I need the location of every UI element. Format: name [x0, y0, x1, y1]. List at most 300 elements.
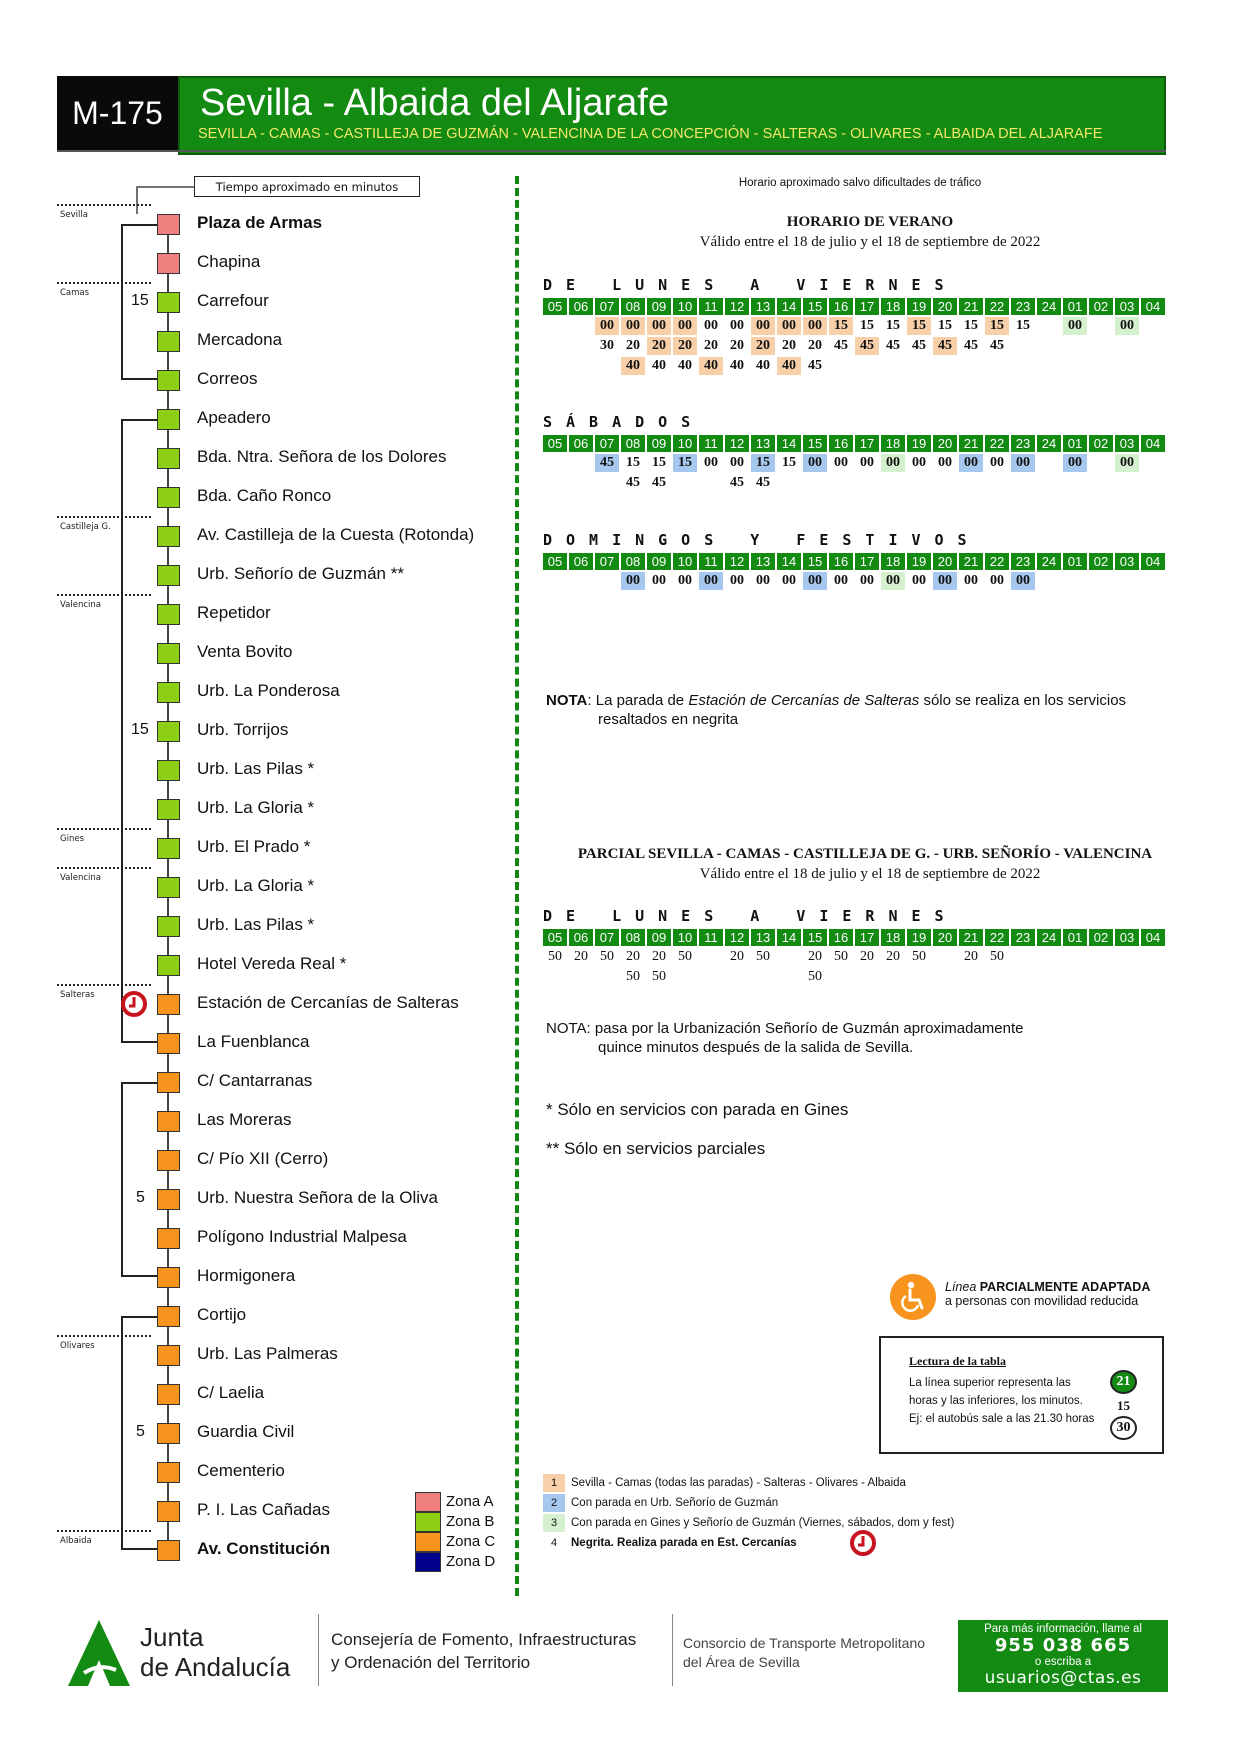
minute-cell: [1063, 474, 1087, 492]
stop-name: Cortijo: [197, 1305, 247, 1324]
hour-cell: 08: [621, 553, 645, 570]
minute-cell: [985, 357, 1009, 375]
hour-cell: 24: [1037, 435, 1061, 452]
minute-cell: [1115, 357, 1139, 375]
stop-name: Polígono Industrial Malpesa: [197, 1227, 407, 1246]
hour-cell: 24: [1037, 929, 1061, 946]
town-separator: [57, 282, 151, 284]
minute-cell: 15: [860, 318, 874, 333]
stop-name: Apeadero: [197, 408, 271, 427]
hour-cell: 06: [569, 553, 593, 570]
minute-cell: 50: [652, 969, 666, 984]
minute-cell: [569, 357, 593, 375]
town-label: Olivares: [60, 1341, 95, 1351]
minute-cell: 00: [1063, 317, 1087, 335]
minute-cell: 45: [964, 338, 978, 353]
minute-cell: [829, 968, 853, 986]
hour-row: [543, 298, 1165, 315]
minute-cell: 15: [964, 318, 978, 333]
line-code: M-175: [57, 76, 178, 150]
hour-cell: 14: [777, 435, 801, 452]
stop-name: Urb. Nuestra Señora de la Oliva: [197, 1188, 438, 1207]
hour-cell: 21: [959, 435, 983, 452]
stop-name: Bda. Ntra. Señora de los Dolores: [197, 447, 447, 466]
minute-cell: [569, 968, 593, 986]
hour-cell: 22: [985, 435, 1009, 452]
hour-row: [543, 929, 1165, 946]
hour-cell: 14: [777, 553, 801, 570]
minute-cell: [569, 454, 593, 472]
minute-cell: 15: [829, 317, 853, 335]
minute-cell: 20: [808, 949, 822, 964]
minute-cell: [1063, 337, 1087, 355]
minute-cell: [543, 572, 567, 590]
hour-cell: 02: [1089, 929, 1113, 946]
minute-cell: [1063, 357, 1087, 375]
town-separator: [57, 867, 151, 869]
minute-cell: [1037, 357, 1061, 375]
note-line2: resaltados en negrita: [598, 711, 739, 728]
stop-marker: [157, 1462, 180, 1483]
stop-name: La Fuenblanca: [197, 1032, 310, 1051]
hour-cell: 19: [907, 929, 931, 946]
conse-line2: y Ordenación del Territorio: [331, 1653, 531, 1672]
minute-cell: [543, 454, 567, 472]
hour-cell: 20: [933, 298, 957, 315]
hour-cell: 07: [595, 929, 619, 946]
zone-swatch: [415, 1552, 441, 1572]
hour-cell: 03: [1115, 298, 1139, 315]
minute-cell: 40: [699, 357, 723, 375]
town-separator: [57, 828, 151, 830]
minute-cell: 20: [673, 337, 697, 355]
weekday-timetable: [543, 276, 1165, 375]
consejeria: [331, 1628, 636, 1674]
minute-cell: 20: [730, 338, 744, 353]
minute-cell: 50: [756, 949, 770, 964]
minute-cell: 45: [808, 358, 822, 373]
minute-cell: [1063, 572, 1087, 590]
minute-cell: [1037, 337, 1061, 355]
minute-cell: 40: [652, 358, 666, 373]
hour-cell: 19: [907, 298, 931, 315]
stop-marker: [157, 1267, 180, 1288]
hour-cell: 08: [621, 435, 645, 452]
hour-cell: 20: [933, 435, 957, 452]
hour-cell: 02: [1089, 553, 1113, 570]
minute-cell: 00: [756, 573, 770, 588]
hour-cell: 21: [959, 929, 983, 946]
minute-cell: [1011, 337, 1035, 355]
minute-cell: [1141, 572, 1165, 590]
stop-marker: [157, 1189, 180, 1210]
minute-cell: 00: [1115, 454, 1139, 472]
header-rule: [57, 150, 1166, 152]
minute-cell: [1089, 357, 1113, 375]
minute-cell: [777, 968, 801, 986]
town-label: Valencina: [60, 600, 101, 610]
hour-cell: 21: [959, 553, 983, 570]
stop-marker: [157, 565, 180, 586]
minute-cell: 00: [1115, 317, 1139, 335]
town-separator: [57, 984, 151, 986]
legend-row: [543, 1533, 954, 1552]
minute-cell: 45: [730, 475, 744, 490]
reading-min2: 30: [1110, 1416, 1137, 1440]
hour-cell: 22: [985, 553, 1009, 570]
town-label: Albaida: [60, 1536, 92, 1546]
minute-cell: 40: [730, 358, 744, 373]
hour-cell: 14: [777, 929, 801, 946]
hour-cell: 02: [1089, 435, 1113, 452]
stop-name: Urb. Señorío de Guzmán **: [197, 564, 404, 583]
footnote-partial: ** Sólo en servicios parciales: [546, 1139, 766, 1158]
minute-cell: 00: [834, 573, 848, 588]
minute-cell: [829, 357, 853, 375]
access-line2: a personas con movilidad reducida: [945, 1294, 1139, 1308]
hour-cell: 02: [1089, 298, 1113, 315]
partial-valid: Válido entre el 18 de julio y el 18 de septiembre de 2022: [699, 866, 1041, 882]
legend-row: [543, 1493, 954, 1512]
minute-cell: [1011, 357, 1035, 375]
stop-name: Av. Constitución: [197, 1539, 331, 1558]
train-station-icon: [850, 1530, 876, 1556]
salteras-train-icon: [120, 990, 148, 1018]
stop-marker: [157, 409, 180, 430]
hour-cell: 11: [699, 298, 723, 315]
stop-marker: [157, 370, 180, 391]
hour-cell: 23: [1011, 929, 1035, 946]
minute-cell: 50: [600, 949, 614, 964]
hour-cell: 18: [881, 298, 905, 315]
town-separator: [57, 1530, 151, 1532]
stop-name: Correos: [197, 369, 258, 388]
stop-marker: [157, 448, 180, 469]
stop-marker: [157, 1228, 180, 1249]
hour-cell: 08: [621, 298, 645, 315]
access-pre: Línea: [945, 1280, 980, 1294]
partial-timetable: [543, 907, 1165, 986]
minute-row: [543, 337, 1165, 355]
minute-cell: 20: [782, 338, 796, 353]
minute-cell: [1037, 317, 1061, 335]
minute-cell: 50: [626, 969, 640, 984]
stop-marker: [157, 253, 180, 274]
minute-cell: 20: [574, 949, 588, 964]
contact-email[interactable]: usuarios@ctas.es: [984, 1668, 1142, 1688]
service-legend: [543, 1473, 954, 1553]
minute-cell: [1011, 968, 1035, 986]
hour-cell: 10: [673, 435, 697, 452]
hour-cell: 12: [725, 929, 749, 946]
reading-min1: 15: [1117, 1398, 1130, 1413]
minute-cell: 15: [673, 454, 697, 472]
travel-minutes: 15: [131, 292, 149, 309]
partial-label: DE LUNES A VIERNES: [543, 907, 958, 925]
minute-cell: [777, 474, 801, 492]
minute-cell: 00: [730, 318, 744, 333]
hour-cell: 09: [647, 298, 671, 315]
reading-l2: horas y las inferiores, los minutos.: [909, 1395, 1083, 1407]
hour-cell: 06: [569, 298, 593, 315]
hour-cell: 17: [855, 553, 879, 570]
minute-cell: 00: [881, 572, 905, 590]
stop-name: Plaza de Armas: [197, 213, 323, 232]
minute-cell: 00: [730, 455, 744, 470]
minute-cell: 00: [678, 573, 692, 588]
stop-marker: [157, 1345, 180, 1366]
minute-cell: 00: [1011, 572, 1035, 590]
minute-cell: [725, 968, 749, 986]
minute-row: [543, 317, 1165, 335]
hour-cell: 05: [543, 929, 567, 946]
minute-cell: [1141, 454, 1165, 472]
minute-cell: [1063, 968, 1087, 986]
town-label: Camas: [60, 288, 90, 298]
hour-cell: 20: [933, 553, 957, 570]
town-separator: [57, 1335, 151, 1337]
hour-cell: 12: [725, 553, 749, 570]
hour-cell: 06: [569, 929, 593, 946]
conse-line1: Consejería de Fomento, Infraestructuras: [331, 1630, 637, 1649]
summer-valid: Válido entre el 18 de julio y el 18 de septiembre de 2022: [699, 234, 1041, 250]
minute-cell: [959, 474, 983, 492]
hour-cell: 01: [1063, 435, 1087, 452]
hour-row: [543, 435, 1165, 452]
hour-cell: 09: [647, 929, 671, 946]
hour-cell: 18: [881, 929, 905, 946]
minute-cell: [595, 474, 619, 492]
minute-cell: 00: [959, 454, 983, 472]
note-pre: : La parada de: [587, 692, 689, 709]
minute-cell: [1115, 968, 1139, 986]
minute-cell: 15: [886, 318, 900, 333]
minute-cell: [855, 474, 879, 492]
minute-cell: [1115, 337, 1139, 355]
hour-cell: 22: [985, 298, 1009, 315]
stop-name: Venta Bovito: [197, 642, 293, 661]
legend-text: Con parada en Urb. Señorío de Guzmán: [571, 1496, 779, 1509]
minute-cell: 00: [673, 317, 697, 335]
route-subtitle: SEVILLA - CAMAS - CASTILLEJA DE GUZMÁN - VALENCINA DE LA CONCEPCIÓN - SALTERAS - OLIVARES - ALBAIDA DEL ALJARAFE: [198, 126, 1103, 142]
minute-row: [543, 968, 1165, 986]
note-post: sólo se realiza en los servicios: [919, 692, 1127, 709]
minute-cell: 20: [886, 949, 900, 964]
minute-cell: [985, 474, 1009, 492]
minute-cell: [1089, 474, 1113, 492]
access-bold: PARCIALMENTE ADAPTADA: [979, 1280, 1151, 1294]
cons-line2: del Área de Sevilla: [683, 1654, 800, 1670]
minute-cell: [881, 474, 905, 492]
minute-cell: [1037, 474, 1061, 492]
stop-marker: [157, 1306, 180, 1327]
junta-line1: Junta: [140, 1622, 204, 1652]
minute-cell: [569, 474, 593, 492]
hour-cell: 05: [543, 298, 567, 315]
cons-line1: Consorcio de Transporte Metropolitano: [683, 1635, 926, 1651]
minute-cell: [777, 948, 801, 966]
minute-cell: [543, 968, 567, 986]
hour-cell: 05: [543, 553, 567, 570]
minute-cell: 50: [808, 969, 822, 984]
minute-cell: [673, 968, 697, 986]
minute-cell: 00: [782, 573, 796, 588]
stop-marker: [157, 604, 180, 625]
hour-cell: 23: [1011, 553, 1035, 570]
minute-cell: 15: [626, 455, 640, 470]
minute-cell: 20: [652, 949, 666, 964]
hour-cell: 03: [1115, 435, 1139, 452]
stop-marker: [157, 1501, 180, 1522]
minute-cell: [595, 968, 619, 986]
minute-cell: 00: [595, 317, 619, 335]
junta-name: [140, 1622, 290, 1682]
stop-marker: [157, 994, 180, 1015]
minute-cell: 50: [548, 949, 562, 964]
stop-name: Mercadona: [197, 330, 283, 349]
stop-marker: [157, 643, 180, 664]
minute-cell: 40: [621, 357, 645, 375]
travel-minutes: 5: [136, 1423, 145, 1440]
hour-cell: 22: [985, 929, 1009, 946]
contact-info2: o escriba a: [1034, 1656, 1092, 1668]
minute-cell: [959, 357, 983, 375]
stop-name: Urb. La Gloria *: [197, 876, 315, 895]
guzman-note-1: NOTA: pasa por la Urbanización Señorío de Guzmán aproximadamente: [546, 1020, 1024, 1037]
minute-cell: 00: [1011, 454, 1035, 472]
reading-hour: 21: [1110, 1370, 1137, 1394]
stop-name: Chapina: [197, 252, 261, 271]
hour-cell: 23: [1011, 298, 1035, 315]
stop-name: Estación de Cercanías de Salteras: [197, 993, 459, 1012]
minute-cell: [1141, 968, 1165, 986]
minute-cell: [1089, 337, 1113, 355]
stop-name: Carrefour: [197, 291, 269, 310]
hour-cell: 17: [855, 298, 879, 315]
hour-cell: 20: [933, 929, 957, 946]
minute-cell: 40: [777, 357, 801, 375]
minute-cell: [907, 968, 931, 986]
hour-cell: 18: [881, 435, 905, 452]
stop-marker: [157, 1072, 180, 1093]
partial-title: PARCIAL SEVILLA - CAMAS - CASTILLEJA DE G. - URB. SEÑORÍO - VALENCINA: [577, 846, 1153, 862]
hour-cell: 04: [1141, 435, 1165, 452]
minute-cell: [1115, 948, 1139, 966]
stop-marker: [157, 1384, 180, 1405]
stop-name: Cementerio: [197, 1461, 285, 1480]
minute-cell: 40: [756, 358, 770, 373]
minute-cell: [803, 474, 827, 492]
hour-cell: 18: [881, 553, 905, 570]
reading-l1: La línea superior representa las: [909, 1377, 1071, 1389]
minute-cell: 20: [808, 338, 822, 353]
stop-marker: [157, 916, 180, 937]
minute-cell: 20: [730, 949, 744, 964]
hour-cell: 19: [907, 435, 931, 452]
hour-cell: 24: [1037, 553, 1061, 570]
travel-minutes: 15: [131, 721, 149, 738]
hour-cell: 10: [673, 553, 697, 570]
footer-sep-2: [672, 1614, 673, 1686]
minute-cell: [881, 968, 905, 986]
contact-phone[interactable]: 955 038 665: [994, 1635, 1132, 1656]
minute-cell: 00: [990, 455, 1004, 470]
zone-label: Zona D: [446, 1553, 496, 1570]
hour-cell: 15: [803, 929, 827, 946]
minute-cell: [543, 317, 567, 335]
minute-row: [543, 474, 1165, 492]
minute-cell: 20: [647, 337, 671, 355]
footer-sep-1: [318, 1614, 319, 1686]
minute-row: [543, 357, 1165, 375]
stop-name: Hotel Vereda Real *: [197, 954, 347, 973]
time-label: Tiempo aproximado en minutos: [194, 176, 420, 197]
minute-cell: 00: [704, 455, 718, 470]
minute-cell: 00: [699, 572, 723, 590]
minute-cell: 00: [647, 317, 671, 335]
hour-cell: 15: [803, 553, 827, 570]
saturday-timetable: [543, 413, 1165, 492]
stop-name: Av. Castilleja de la Cuesta (Rotonda): [197, 525, 475, 544]
note-head: NOTA: [546, 692, 588, 709]
zone-swatch: [415, 1492, 441, 1512]
minute-cell: 00: [912, 455, 926, 470]
minute-cell: 00: [933, 572, 957, 590]
hour-cell: 12: [725, 435, 749, 452]
minute-cell: 20: [860, 949, 874, 964]
hour-cell: 09: [647, 553, 671, 570]
wheelchair-icon: [889, 1273, 937, 1321]
minute-cell: [829, 474, 853, 492]
minute-cell: 20: [964, 949, 978, 964]
minute-cell: [1141, 357, 1165, 375]
hour-cell: 08: [621, 929, 645, 946]
hour-cell: 16: [829, 553, 853, 570]
minute-cell: [855, 357, 879, 375]
accessibility-note: [945, 1280, 1150, 1308]
note-italic: Estación de Cercanías de Salteras: [688, 692, 920, 709]
minute-cell: [959, 968, 983, 986]
legend-swatch: 3: [543, 1514, 565, 1532]
footnote-gines: * Sólo en servicios con parada en Gines: [546, 1100, 849, 1119]
stop-marker: [157, 214, 180, 235]
minute-cell: 45: [855, 337, 879, 355]
stop-marker: [157, 760, 180, 781]
stop-marker: [157, 955, 180, 976]
minute-cell: 45: [652, 475, 666, 490]
hour-cell: 13: [751, 553, 775, 570]
minute-cell: [1115, 572, 1139, 590]
minute-cell: 20: [626, 338, 640, 353]
stop-name: Guardia Civil: [197, 1422, 295, 1441]
hour-cell: 09: [647, 435, 671, 452]
minute-cell: 15: [907, 317, 931, 335]
stop-name: P. I. Las Cañadas: [197, 1500, 330, 1519]
zone-swatch: [415, 1512, 441, 1532]
stop-marker: [157, 682, 180, 703]
hour-cell: 11: [699, 929, 723, 946]
legend-swatch: 4: [543, 1534, 565, 1552]
hour-cell: 17: [855, 435, 879, 452]
minute-cell: 50: [678, 949, 692, 964]
hour-cell: 05: [543, 435, 567, 452]
minute-row: [543, 948, 1165, 966]
town-label: Sevilla: [60, 210, 88, 220]
town-label: Salteras: [60, 990, 95, 1000]
town-label: Gines: [60, 834, 84, 844]
hour-cell: 13: [751, 298, 775, 315]
sunday-label: DOMINGOS Y FESTIVOS: [543, 531, 981, 549]
